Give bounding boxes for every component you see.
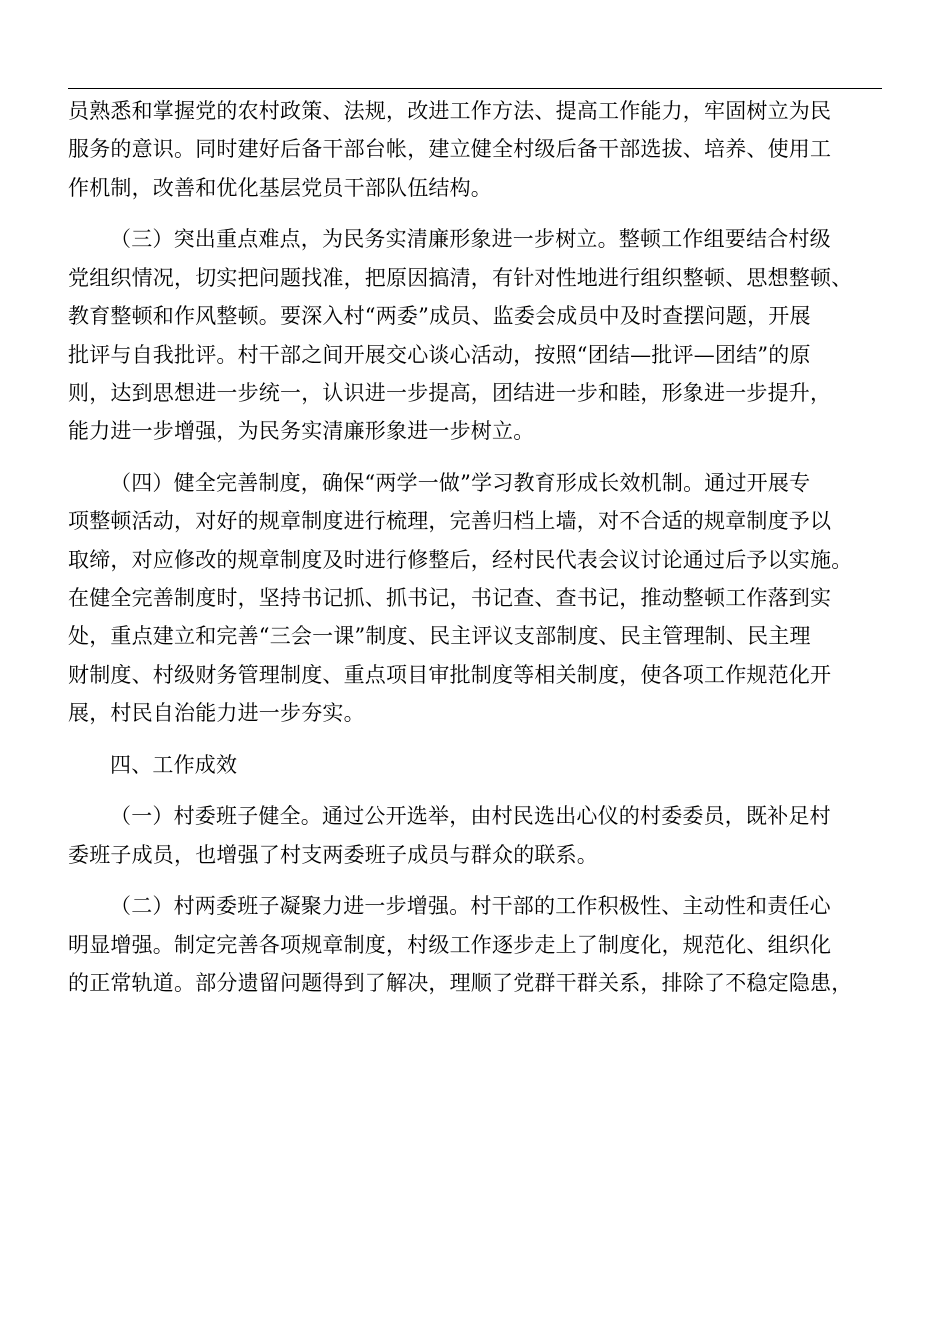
text-line: 能力进一步增强，为民务实清廉形象进一步树立。: [68, 419, 535, 444]
paragraph-continuation: [68, 92, 898, 207]
section-heading: [68, 746, 898, 784]
text-line: 服务的意识。同时建好后备干部台帐，建立健全村级后备干部选拔、培养、使用工: [68, 137, 832, 162]
text-line: 的正常轨道。部分遗留问题得到了解决，理顺了党群干群关系，排除了不稳定隐患，: [68, 971, 853, 996]
text-line: 员熟悉和掌握党的农村政策、法规，改进工作方法、提高工作能力，牢固树立为民: [68, 99, 832, 123]
heading-text: 四、工作成效: [110, 752, 238, 777]
text-line: 作机制，改善和优化基层党员干部队伍结构。: [68, 175, 492, 200]
text-line: 处，重点建立和完善“三会一课”制度、民主评议支部制度、民主管理制、民主理: [68, 624, 811, 649]
text-line: 取缔，对应修改的规章制度及时进行修整后，经村民代表会议讨论通过后予以实施。: [68, 547, 853, 572]
header-rule: [68, 88, 882, 89]
text-line: 委班子成员，也增强了村支两委班子成员与群众的联系。: [68, 842, 598, 867]
paragraph-result-2: [68, 887, 898, 1002]
text-line: 财制度、村级财务管理制度、重点项目审批制度等相关制度，使各项工作规范化开: [68, 662, 832, 687]
text-line: 教育整顿和作风整顿。要深入村“两委”成员、监委会成员中及时查摆问题，开展: [68, 304, 811, 329]
text-line: 明显增强。制定完善各项规章制度，村级工作逐步走上了制度化，规范化、组织化: [68, 932, 832, 957]
text-line: 批评与自我批评。村干部之间开展交心谈心活动，按照“团结—批评—团结”的原: [68, 342, 811, 367]
paragraph-section-4: [68, 464, 898, 733]
paragraph-result-1: [68, 797, 898, 874]
text-line: 展，村民自治能力进一步夯实。: [68, 701, 365, 726]
paragraph-section-3: [68, 220, 898, 450]
text-line: 在健全完善制度时，坚持书记抓、抓书记，书记查、查书记，推动整顿工作落到实: [68, 586, 832, 611]
text-line: 则，达到思想进一步统一，认识进一步提高，团结进一步和睦，形象进一步提升，: [68, 380, 832, 405]
text-line: （一）村委班子健全。通过公开选举，由村民选出心仪的村委委员，既补足村: [110, 804, 831, 829]
document-body: [68, 92, 898, 1003]
text-line: （三）突出重点难点，为民务实清廉形象进一步树立。整顿工作组要结合村级: [110, 227, 831, 252]
text-line: 党组织情况，切实把问题找准，把原因搞清，有针对性地进行组织整顿、思想整顿、: [68, 265, 853, 290]
text-line: 项整顿活动，对好的规章制度进行梳理，完善归档上墙，对不合适的规章制度予以: [68, 509, 832, 534]
text-line: （四）健全完善制度，确保“两学一做”学习教育形成长效机制。通过开展专: [110, 470, 811, 495]
text-line: （二）村两委班子凝聚力进一步增强。村干部的工作积极性、主动性和责任心: [110, 894, 831, 919]
